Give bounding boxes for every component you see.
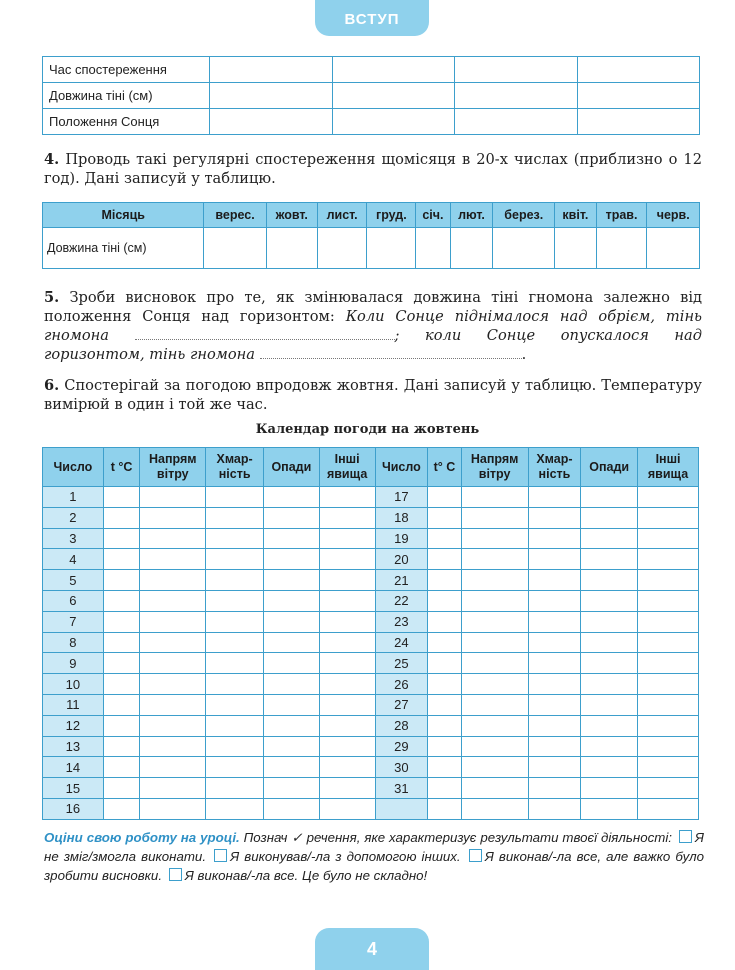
day-number: 20 xyxy=(375,549,428,570)
entry-cell[interactable] xyxy=(206,715,264,736)
entry-cell[interactable] xyxy=(140,570,206,591)
entry-cell[interactable] xyxy=(461,590,528,611)
observation-row-label: Положення Сонця xyxy=(43,109,210,135)
day-number: 4 xyxy=(43,549,104,570)
entry-cell[interactable] xyxy=(319,632,375,653)
task-5-part1: Коли Сонце піднімалося над обрієм, тінь гномона xyxy=(44,308,703,344)
entry-cell[interactable] xyxy=(264,549,320,570)
calendar-header: Напрям вітру xyxy=(461,448,528,487)
task-6 xyxy=(44,376,702,414)
day-number: 22 xyxy=(375,590,428,611)
checkbox-option-2[interactable] xyxy=(214,849,227,862)
entry-cell[interactable] xyxy=(528,528,581,549)
entry-cell[interactable] xyxy=(461,674,528,695)
entry-cell[interactable] xyxy=(206,757,264,778)
day-number: 10 xyxy=(43,674,104,695)
entry-cell[interactable] xyxy=(638,590,699,611)
calendar-header: Число xyxy=(43,448,104,487)
entry-cell[interactable] xyxy=(140,507,206,528)
observation-row xyxy=(43,57,700,83)
checkbox-option-1[interactable] xyxy=(679,830,692,843)
entry-cell[interactable] xyxy=(638,507,699,528)
entry-cell[interactable] xyxy=(528,632,581,653)
entry-cell[interactable] xyxy=(428,757,461,778)
entry-cell[interactable] xyxy=(264,736,320,757)
evaluation-heading: Оціни свою роботу на уроці. xyxy=(44,830,240,845)
entry-cell[interactable] xyxy=(264,487,320,508)
entry-cell[interactable] xyxy=(493,228,555,269)
entry-cell[interactable] xyxy=(638,736,699,757)
entry-cell[interactable] xyxy=(528,694,581,715)
entry-cell[interactable] xyxy=(319,590,375,611)
entry-cell[interactable] xyxy=(319,653,375,674)
entry-cell[interactable] xyxy=(264,570,320,591)
entry-cell[interactable] xyxy=(581,487,638,508)
entry-cell[interactable] xyxy=(461,653,528,674)
entry-cell[interactable] xyxy=(428,632,461,653)
checkbox-option-4[interactable] xyxy=(169,868,182,881)
calendar-row xyxy=(43,632,699,653)
entry-cell[interactable] xyxy=(428,798,461,819)
month-header: січ. xyxy=(416,203,450,228)
entry-cell[interactable] xyxy=(204,228,266,269)
month-header: груд. xyxy=(367,203,416,228)
calendar-row xyxy=(43,570,699,591)
entry-cell[interactable] xyxy=(319,694,375,715)
entry-cell[interactable] xyxy=(332,57,455,83)
calendar-header: t °C xyxy=(103,448,140,487)
day-number: 28 xyxy=(375,715,428,736)
entry-cell[interactable] xyxy=(528,590,581,611)
entry-cell[interactable] xyxy=(528,798,581,819)
entry-cell[interactable] xyxy=(264,778,320,799)
month-header: лют. xyxy=(450,203,493,228)
entry-cell[interactable] xyxy=(332,83,455,109)
entry-cell[interactable] xyxy=(638,778,699,799)
entry-cell[interactable] xyxy=(555,228,597,269)
entry-cell[interactable] xyxy=(638,798,699,819)
answer-blank-1[interactable] xyxy=(135,339,395,340)
entry-cell[interactable] xyxy=(428,570,461,591)
entry-cell[interactable] xyxy=(428,590,461,611)
entry-cell[interactable] xyxy=(581,528,638,549)
calendar-row xyxy=(43,653,699,674)
entry-cell[interactable] xyxy=(428,487,461,508)
calendar-row xyxy=(43,757,699,778)
entry-cell[interactable] xyxy=(319,507,375,528)
entry-cell[interactable] xyxy=(638,653,699,674)
entry-cell[interactable] xyxy=(206,570,264,591)
entry-cell[interactable] xyxy=(577,57,700,83)
month-header: квіт. xyxy=(555,203,597,228)
shadow-length-label: Довжина тіні (см) xyxy=(43,228,204,269)
entry-cell[interactable] xyxy=(528,715,581,736)
month-header: лист. xyxy=(317,203,367,228)
entry-cell[interactable] xyxy=(461,570,528,591)
entry-cell[interactable] xyxy=(581,590,638,611)
day-number: 29 xyxy=(375,736,428,757)
entry-cell[interactable] xyxy=(319,757,375,778)
entry-cell[interactable] xyxy=(638,694,699,715)
entry-cell[interactable] xyxy=(577,83,700,109)
entry-cell[interactable] xyxy=(581,715,638,736)
entry-cell[interactable] xyxy=(638,674,699,695)
day-number: 24 xyxy=(375,632,428,653)
entry-cell[interactable] xyxy=(461,778,528,799)
entry-cell[interactable] xyxy=(461,528,528,549)
entry-cell[interactable] xyxy=(103,715,140,736)
day-number: 13 xyxy=(43,736,104,757)
entry-cell[interactable] xyxy=(581,653,638,674)
day-number: 21 xyxy=(375,570,428,591)
entry-cell[interactable] xyxy=(140,611,206,632)
entry-cell[interactable] xyxy=(103,487,140,508)
entry-cell[interactable] xyxy=(140,674,206,695)
entry-cell[interactable] xyxy=(428,715,461,736)
observation-row-label: Довжина тіні (см) xyxy=(43,83,210,109)
entry-cell[interactable] xyxy=(319,736,375,757)
entry-cell[interactable] xyxy=(461,798,528,819)
entry-cell[interactable] xyxy=(596,228,647,269)
entry-cell[interactable] xyxy=(455,109,578,135)
option-3-label: Я виконав/-ла все, але важко було зробити висновки. xyxy=(44,849,704,883)
entry-cell[interactable] xyxy=(461,611,528,632)
calendar-title: Календар погоди на жовтень xyxy=(255,422,480,437)
entry-cell[interactable] xyxy=(266,228,317,269)
entry-cell[interactable] xyxy=(140,632,206,653)
entry-cell[interactable] xyxy=(461,757,528,778)
entry-cell[interactable] xyxy=(103,570,140,591)
option-4-label: Я виконав/-ла все. Це було не складно! xyxy=(184,868,428,883)
entry-cell[interactable] xyxy=(264,590,320,611)
day-number: 11 xyxy=(43,694,104,715)
entry-cell[interactable] xyxy=(461,632,528,653)
task-4 xyxy=(44,150,702,188)
calendar-header: t° C xyxy=(428,448,461,487)
entry-cell[interactable] xyxy=(461,549,528,570)
day-number: 1 xyxy=(43,487,104,508)
day-number: 9 xyxy=(43,653,104,674)
entry-cell[interactable] xyxy=(206,611,264,632)
entry-cell[interactable] xyxy=(140,694,206,715)
calendar-header: Число xyxy=(375,448,428,487)
day-number: 30 xyxy=(375,757,428,778)
entry-cell[interactable] xyxy=(317,228,367,269)
entry-cell[interactable] xyxy=(528,549,581,570)
entry-cell[interactable] xyxy=(319,570,375,591)
page-number: 4 xyxy=(315,928,429,970)
day-number: 16 xyxy=(43,798,104,819)
entry-cell[interactable] xyxy=(140,798,206,819)
entry-cell[interactable] xyxy=(103,528,140,549)
entry-cell[interactable] xyxy=(581,674,638,695)
entry-cell[interactable] xyxy=(581,549,638,570)
entry-cell[interactable] xyxy=(140,715,206,736)
self-evaluation xyxy=(44,828,704,885)
entry-cell[interactable] xyxy=(455,57,578,83)
entry-cell[interactable] xyxy=(140,778,206,799)
entry-cell[interactable] xyxy=(140,487,206,508)
months-header-label: Місяць xyxy=(43,203,204,228)
entry-cell[interactable] xyxy=(140,590,206,611)
day-number: 2 xyxy=(43,507,104,528)
observation-row xyxy=(43,83,700,109)
day-number xyxy=(375,798,428,819)
entry-cell[interactable] xyxy=(461,715,528,736)
calendar-row xyxy=(43,507,699,528)
entry-cell[interactable] xyxy=(264,694,320,715)
entry-cell[interactable] xyxy=(206,674,264,695)
day-number: 17 xyxy=(375,487,428,508)
observation-row xyxy=(43,109,700,135)
day-number: 5 xyxy=(43,570,104,591)
entry-cell[interactable] xyxy=(264,798,320,819)
day-number: 7 xyxy=(43,611,104,632)
calendar-header: Хмарність xyxy=(528,448,581,487)
weather-calendar-table xyxy=(42,447,699,820)
entry-cell[interactable] xyxy=(103,694,140,715)
entry-cell[interactable] xyxy=(103,632,140,653)
entry-cell[interactable] xyxy=(528,653,581,674)
entry-cell[interactable] xyxy=(206,632,264,653)
entry-cell[interactable] xyxy=(528,570,581,591)
calendar-header: Хмарність xyxy=(206,448,264,487)
entry-cell[interactable] xyxy=(319,798,375,819)
entry-cell[interactable] xyxy=(103,798,140,819)
entry-cell[interactable] xyxy=(428,507,461,528)
entry-cell[interactable] xyxy=(450,228,493,269)
evaluation-intro: Познач ✓ речення, яке характеризує результати твоєї діяльності: xyxy=(243,830,672,845)
entry-cell[interactable] xyxy=(319,715,375,736)
entry-cell[interactable] xyxy=(461,487,528,508)
entry-cell[interactable] xyxy=(638,487,699,508)
entry-cell[interactable] xyxy=(319,528,375,549)
entry-cell[interactable] xyxy=(210,83,333,109)
entry-cell[interactable] xyxy=(264,507,320,528)
entry-cell[interactable] xyxy=(319,487,375,508)
entry-cell[interactable] xyxy=(528,778,581,799)
entry-cell[interactable] xyxy=(455,83,578,109)
checkbox-option-3[interactable] xyxy=(469,849,482,862)
calendar-row xyxy=(43,528,699,549)
entry-cell[interactable] xyxy=(319,549,375,570)
month-header: берез. xyxy=(493,203,555,228)
calendar-row xyxy=(43,694,699,715)
entry-cell[interactable] xyxy=(528,757,581,778)
calendar-row xyxy=(43,715,699,736)
entry-cell[interactable] xyxy=(319,674,375,695)
answer-blank-2[interactable] xyxy=(260,358,522,359)
entry-cell[interactable] xyxy=(140,528,206,549)
entry-cell[interactable] xyxy=(638,715,699,736)
entry-cell[interactable] xyxy=(638,757,699,778)
day-number: 3 xyxy=(43,528,104,549)
calendar-row xyxy=(43,798,699,819)
entry-cell[interactable] xyxy=(638,611,699,632)
entry-cell[interactable] xyxy=(206,590,264,611)
option-1-label: Я не зміг/змогла виконати. xyxy=(44,830,704,864)
entry-cell[interactable] xyxy=(264,757,320,778)
month-header: верес. xyxy=(204,203,266,228)
entry-cell[interactable] xyxy=(581,632,638,653)
entry-cell[interactable] xyxy=(140,549,206,570)
entry-cell[interactable] xyxy=(206,487,264,508)
entry-cell[interactable] xyxy=(416,228,450,269)
entry-cell[interactable] xyxy=(428,694,461,715)
months-table xyxy=(42,202,700,269)
entry-cell[interactable] xyxy=(103,549,140,570)
entry-cell[interactable] xyxy=(581,570,638,591)
task-6-text: Спостерігай за погодою впродовж жовтня. Дані записуй у таблицю. Температуру вимірюй в один і той же час. xyxy=(44,377,702,413)
observation-table xyxy=(42,56,700,135)
entry-cell[interactable] xyxy=(647,228,700,269)
entry-cell[interactable] xyxy=(210,57,333,83)
task-5 xyxy=(44,288,702,364)
entry-cell[interactable] xyxy=(428,736,461,757)
entry-cell[interactable] xyxy=(638,632,699,653)
calendar-row xyxy=(43,590,699,611)
observation-row-label: Час спостереження xyxy=(43,57,210,83)
entry-cell[interactable] xyxy=(264,653,320,674)
calendar-header: Опади xyxy=(581,448,638,487)
entry-cell[interactable] xyxy=(428,611,461,632)
entry-cell[interactable] xyxy=(206,736,264,757)
entry-cell[interactable] xyxy=(528,507,581,528)
entry-cell[interactable] xyxy=(367,228,416,269)
task-5-end: . xyxy=(521,346,527,363)
day-number: 12 xyxy=(43,715,104,736)
entry-cell[interactable] xyxy=(581,507,638,528)
entry-cell[interactable] xyxy=(140,757,206,778)
entry-cell[interactable] xyxy=(528,674,581,695)
entry-cell[interactable] xyxy=(428,778,461,799)
entry-cell[interactable] xyxy=(581,778,638,799)
entry-cell[interactable] xyxy=(581,611,638,632)
entry-cell[interactable] xyxy=(461,736,528,757)
entry-cell[interactable] xyxy=(581,757,638,778)
entry-cell[interactable] xyxy=(461,694,528,715)
entry-cell[interactable] xyxy=(206,528,264,549)
task-4-text: Проводь такі регулярні спостереження щомісяця в 20-х числах (приблизно о 12 год). Дані записуй у таблицю. xyxy=(44,151,702,187)
entry-cell[interactable] xyxy=(210,109,333,135)
entry-cell[interactable] xyxy=(103,507,140,528)
entry-cell[interactable] xyxy=(428,674,461,695)
entry-cell[interactable] xyxy=(264,632,320,653)
day-number: 6 xyxy=(43,590,104,611)
section-tab: ВСТУП xyxy=(315,0,429,36)
calendar-row xyxy=(43,549,699,570)
entry-cell[interactable] xyxy=(103,674,140,695)
calendar-header: Інші явища xyxy=(319,448,375,487)
entry-cell[interactable] xyxy=(428,653,461,674)
day-number: 27 xyxy=(375,694,428,715)
task-5-number: 5. xyxy=(44,289,60,306)
entry-cell[interactable] xyxy=(264,611,320,632)
entry-cell[interactable] xyxy=(103,611,140,632)
entry-cell[interactable] xyxy=(638,570,699,591)
entry-cell[interactable] xyxy=(319,611,375,632)
entry-cell[interactable] xyxy=(581,798,638,819)
entry-cell[interactable] xyxy=(206,778,264,799)
day-number: 26 xyxy=(375,674,428,695)
day-number: 15 xyxy=(43,778,104,799)
entry-cell[interactable] xyxy=(103,757,140,778)
calendar-row xyxy=(43,736,699,757)
entry-cell[interactable] xyxy=(264,674,320,695)
day-number: 18 xyxy=(375,507,428,528)
entry-cell[interactable] xyxy=(206,798,264,819)
calendar-row xyxy=(43,674,699,695)
entry-cell[interactable] xyxy=(528,487,581,508)
calendar-header: Інші явища xyxy=(638,448,699,487)
month-header: жовт. xyxy=(266,203,317,228)
entry-cell[interactable] xyxy=(140,653,206,674)
calendar-row xyxy=(43,778,699,799)
entry-cell[interactable] xyxy=(528,736,581,757)
entry-cell[interactable] xyxy=(319,778,375,799)
day-number: 25 xyxy=(375,653,428,674)
entry-cell[interactable] xyxy=(581,694,638,715)
day-number: 19 xyxy=(375,528,428,549)
entry-cell[interactable] xyxy=(428,549,461,570)
calendar-header: Напрям вітру xyxy=(140,448,206,487)
calendar-header: Опади xyxy=(264,448,320,487)
entry-cell[interactable] xyxy=(264,715,320,736)
task-6-number: 6. xyxy=(44,377,60,394)
entry-cell[interactable] xyxy=(581,736,638,757)
entry-cell[interactable] xyxy=(577,109,700,135)
entry-cell[interactable] xyxy=(206,694,264,715)
month-header: черв. xyxy=(647,203,700,228)
day-number: 31 xyxy=(375,778,428,799)
entry-cell[interactable] xyxy=(264,528,320,549)
entry-cell[interactable] xyxy=(103,778,140,799)
day-number: 8 xyxy=(43,632,104,653)
entry-cell[interactable] xyxy=(528,611,581,632)
task-5-text: Зроби висновок про те, як змінювалася довжина тіні гномона залежно від положення Сонця над горизонтом: xyxy=(44,289,703,325)
calendar-row xyxy=(43,487,699,508)
entry-cell[interactable] xyxy=(461,507,528,528)
entry-cell[interactable] xyxy=(103,736,140,757)
entry-cell[interactable] xyxy=(206,653,264,674)
option-2-label: Я виконував/-ла з допомогою інших. xyxy=(230,849,461,864)
day-number: 23 xyxy=(375,611,428,632)
entry-cell[interactable] xyxy=(428,528,461,549)
month-header: трав. xyxy=(596,203,647,228)
entry-cell[interactable] xyxy=(206,507,264,528)
entry-cell[interactable] xyxy=(140,736,206,757)
entry-cell[interactable] xyxy=(332,109,455,135)
entry-cell[interactable] xyxy=(638,549,699,570)
entry-cell[interactable] xyxy=(103,590,140,611)
task-5-part2: ; коли Сонце опускалося над горизонтом, тінь гномона xyxy=(44,327,702,363)
entry-cell[interactable] xyxy=(206,549,264,570)
entry-cell[interactable] xyxy=(638,528,699,549)
task-4-number: 4. xyxy=(44,151,60,168)
entry-cell[interactable] xyxy=(103,653,140,674)
calendar-row xyxy=(43,611,699,632)
day-number: 14 xyxy=(43,757,104,778)
